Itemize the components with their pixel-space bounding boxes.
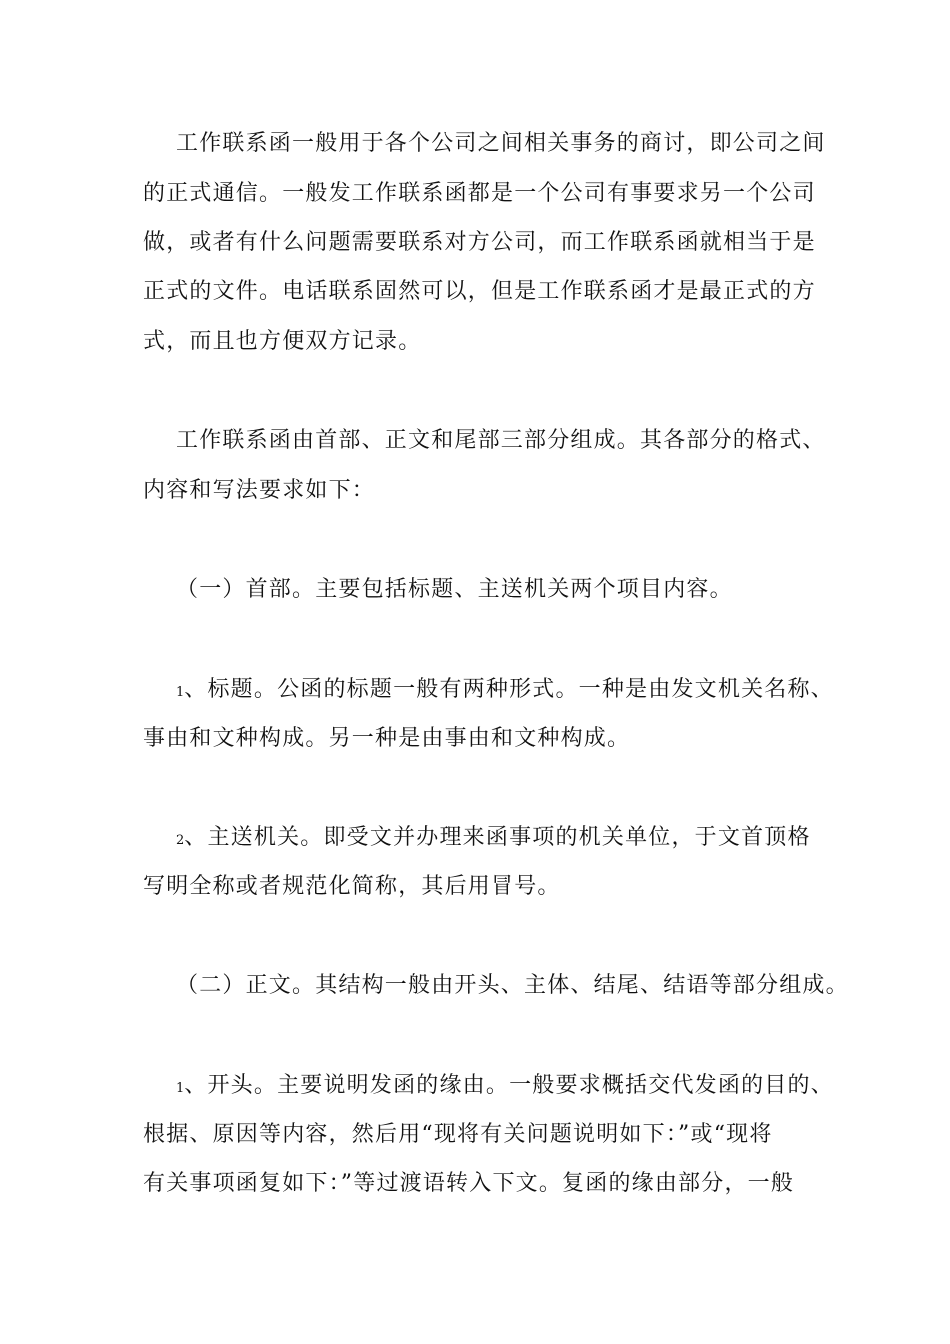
item-text: 、主送机关。即受文并办理来函事项的机关单位，于文首顶格 <box>184 825 811 850</box>
paragraph-1-line-2: 的正式通信。一般发工作联系函都是一个公司有事要求另一个公司 <box>143 181 816 206</box>
item-recipient-line-1 <box>176 823 811 856</box>
paragraph-1-line-1: 工作联系函一般用于各个公司之间相关事务的商讨，即公司之间 <box>176 131 826 156</box>
item-opening-line-3: 有关事项函复如下：”等过渡语转入下文。复函的缘由部分，一般 <box>143 1171 795 1196</box>
section-heading-1: （一）首部。主要包括标题、主送机关两个项目内容。 <box>176 577 733 602</box>
item-number: 1 <box>176 1081 185 1096</box>
item-opening-line-2: 根据、原因等内容，然后用“现将有关问题说明如下：”或“现将 <box>143 1122 773 1147</box>
section-heading-2: （二）正文。其结构一般由开头、主体、结尾、结语等部分组成。 <box>176 973 849 998</box>
paragraph-2-line-2: 内容和写法要求如下： <box>143 478 376 503</box>
paragraph-1-line-5: 式，而且也方便双方记录。 <box>143 329 422 354</box>
item-title-line-2: 事由和文种构成。另一种是由事由和文种构成。 <box>143 726 631 751</box>
item-opening-line-1 <box>176 1071 834 1104</box>
paragraph-1-line-3: 做，或者有什么问题需要联系对方公司，而工作联系函就相当于是 <box>143 230 816 255</box>
item-recipient-line-2: 写明全称或者规范化简称，其后用冒号。 <box>143 874 561 899</box>
item-text: 、标题。公函的标题一般有两种形式。一种是由发文机关名称、 <box>184 677 834 702</box>
item-text: 、开头。主要说明发函的缘由。一般要求概括交代发函的目的、 <box>184 1073 834 1098</box>
item-number: 1 <box>176 685 185 700</box>
item-number: 2 <box>176 833 185 848</box>
paragraph-2-line-1: 工作联系函由首部、正文和尾部三部分组成。其各部分的格式、 <box>176 428 826 453</box>
paragraph-1-line-4: 正式的文件。电话联系固然可以，但是工作联系函才是最正式的方 <box>143 279 816 304</box>
item-title-line-1 <box>176 675 834 708</box>
